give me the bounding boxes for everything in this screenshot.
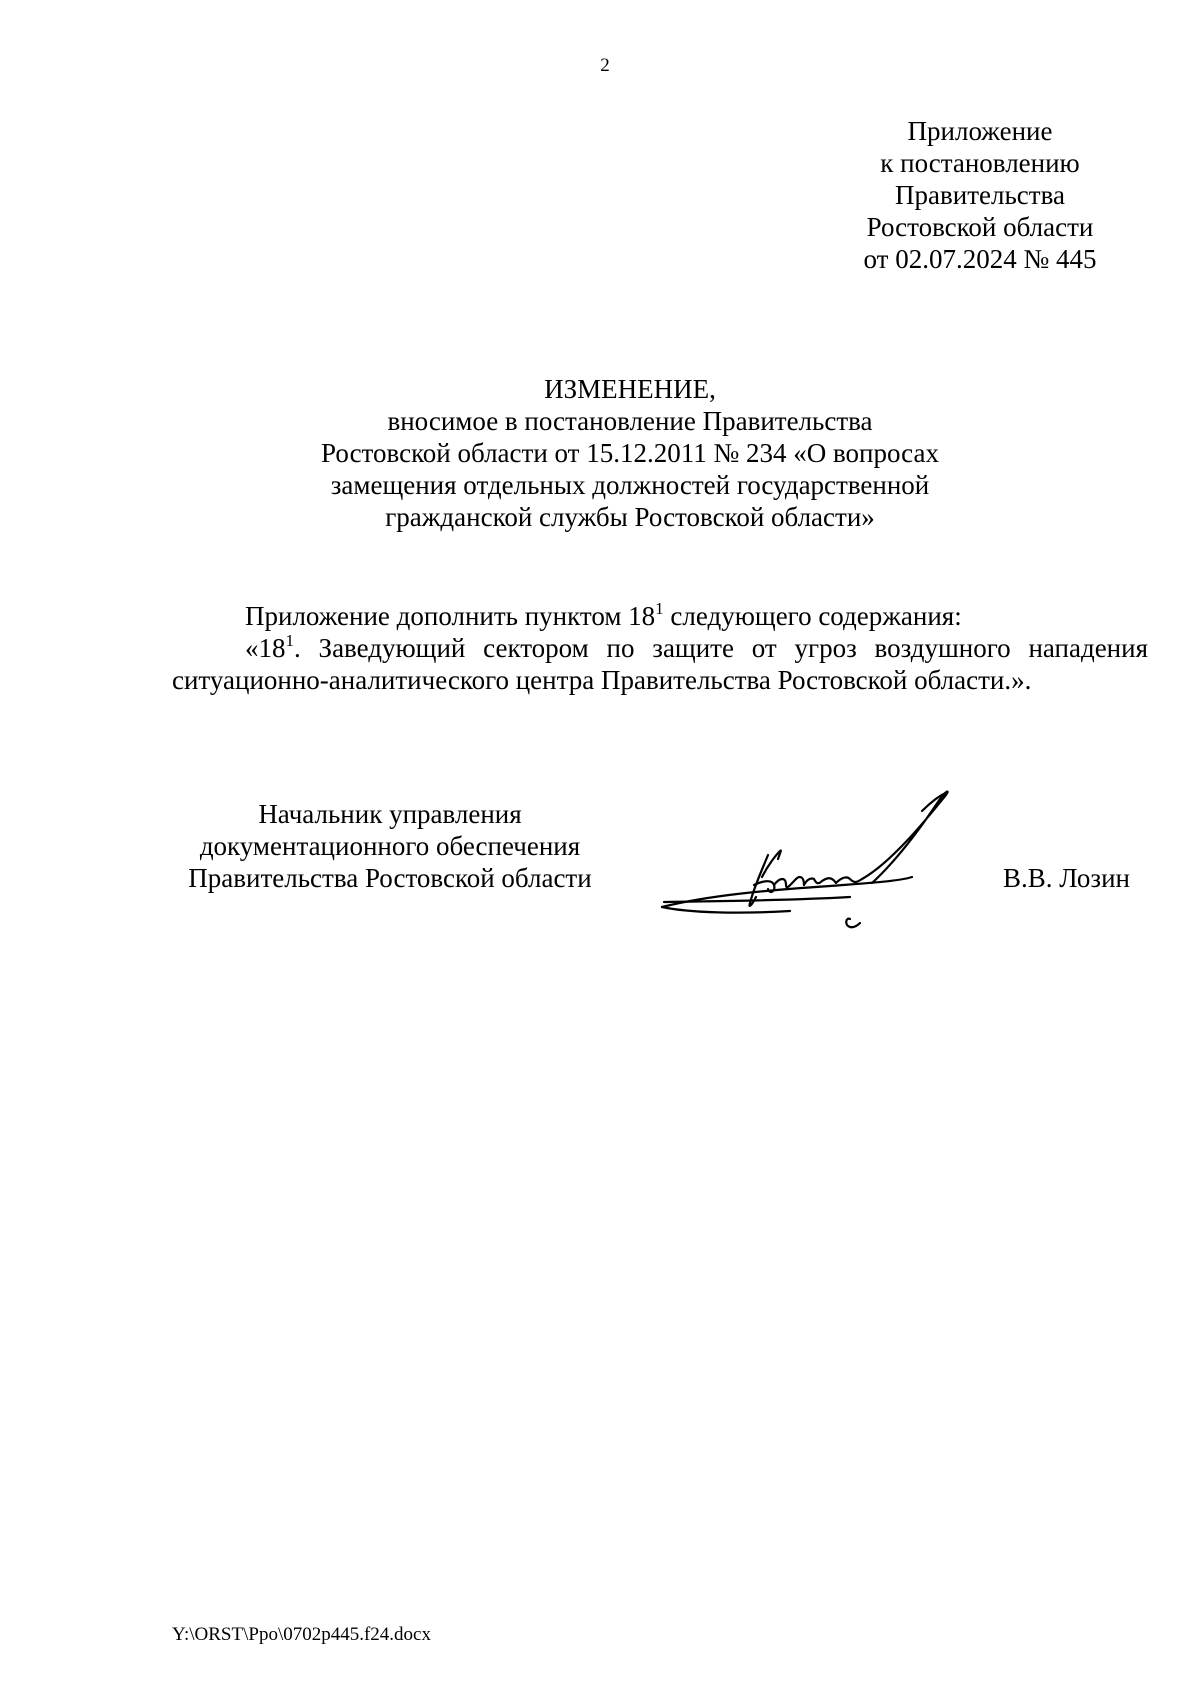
file-path-footer: Y:\ORST\Ppo\0702p445.f24.docx (172, 1624, 431, 1645)
signer-position-line: Начальник управления (258, 799, 522, 829)
title-line: Ростовской области от 15.12.2011 № 234 «О вопросах (321, 438, 939, 468)
appendix-line: к постановлению (880, 148, 1080, 178)
intro-text-end: следующего содержания: (663, 601, 962, 631)
signer-position-line: Правительства Ростовской области (188, 863, 592, 893)
superscript-index: 1 (655, 599, 664, 618)
appendix-line: Ростовской области (866, 212, 1094, 242)
intro-text: Приложение дополнить пунктом 18 (245, 601, 656, 631)
signer-name: В.В. Лозин (1003, 863, 1130, 893)
document-body (172, 600, 1148, 696)
title-line: замещения отдельных должностей государственной (330, 470, 930, 500)
title-line: гражданской службы Ростовской области» (385, 502, 875, 532)
appendix-line: Приложение (907, 116, 1053, 146)
signer-position-line: документационного обеспечения (199, 831, 581, 861)
appendix-line: Правительства (895, 180, 1065, 210)
signer-position (160, 798, 620, 894)
body-paragraph-intro (172, 600, 1148, 632)
appendix-line: от 02.07.2024 № 445 (863, 244, 1097, 274)
item-number: «18 (245, 633, 286, 663)
document-title (200, 373, 1060, 533)
title-heading: ИЗМЕНЕНИЕ, (544, 374, 716, 404)
superscript-index: 1 (285, 631, 294, 650)
handwritten-signature (650, 785, 980, 935)
item-text: . Заведующий сектором по защите от угроз воздушного нападения ситуационно-аналитического центра Правительства Ростовской области.». (172, 633, 1148, 695)
page-number: 2 (600, 55, 610, 76)
appendix-header (800, 115, 1160, 275)
title-line: вносимое в постановление Правительства (387, 406, 873, 436)
body-paragraph-item (172, 632, 1148, 696)
